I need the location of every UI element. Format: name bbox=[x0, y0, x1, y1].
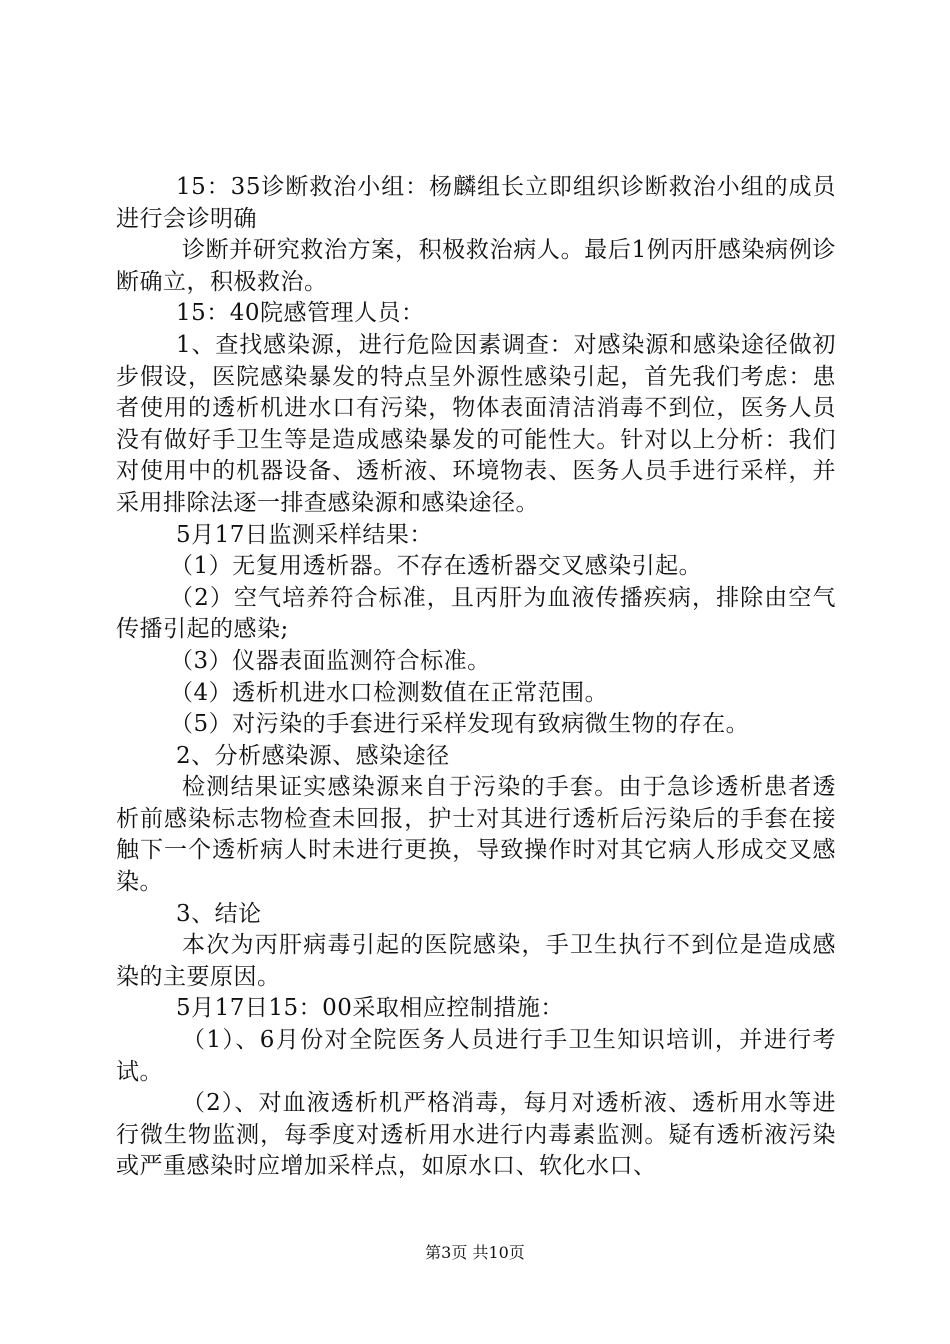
paragraph-analysis-heading: 2、分析感染源、感染途径 bbox=[176, 742, 450, 769]
list-item-result-2: （2）空气培养符合标准，且丙肝为血液传播疾病，排除由空气传播引起的感染; bbox=[116, 584, 836, 643]
paragraph-source-investigation: 1、查找感染源，进行危险因素调查：对感染源和感染途径做初步假设，医院感染暴发的特点呈外源性感染引起，首先我们考虑：患者使用的透析机进水口有污染，物体表面清洁消毒不到位，医务人员没有做好手卫生等是造成感染暴发的可能性大。针对以上分析：我们对使用中的机器设备、透析液、环境物表、医务人员手进行采样，并采用排除法逐一排查感染源和感染途径。 bbox=[116, 331, 836, 516]
paragraph-analysis-body: 检测结果证实感染源来自于污染的手套。由于急诊透析患者透析前感染标志物检查未回报，护士对其进行透析后污染后的手套在接触下一个透析病人时未进行更换，导致操作时对其它病人形成交叉感染。 bbox=[116, 774, 836, 896]
paragraph-conclusion-body: 本次为丙肝病毒引起的医院感染，手卫生执行不到位是造成感染的主要原因。 bbox=[116, 932, 836, 990]
list-item-result-1: （1）无复用透析器。不存在透析器交叉感染引起。 bbox=[170, 553, 703, 580]
paragraph-conclusion-heading: 3、结论 bbox=[176, 900, 262, 927]
page-number-label: 第3页 共10页 bbox=[425, 1243, 525, 1262]
paragraph-infection-staff: 15：40院感管理人员： bbox=[176, 300, 425, 327]
paragraph-sampling-results-heading: 5月17日监测采样结果： bbox=[176, 521, 433, 548]
document-body bbox=[116, 172, 836, 1183]
paragraph-diagnosis-team: 15：35诊断救治小组：杨麟组长立即组织诊断救治小组的成员进行会诊明确 bbox=[116, 174, 836, 232]
list-item-measure-1: （1）、6月份对全院医务人员进行手卫生知识培训，并进行考试。 bbox=[116, 1027, 836, 1085]
paragraph-diagnosis-plan: 诊断并研究救治方案，积极救治病人。最后1例丙肝感染病例诊断确立，积极救治。 bbox=[116, 237, 836, 295]
paragraph-control-measures-heading: 5月17日15：00采取相应控制措施： bbox=[176, 995, 564, 1022]
list-item-result-5: （5）对污染的手套进行采样发现有致病微生物的存在。 bbox=[170, 711, 750, 738]
list-item-result-4: （4）透析机进水口检测数值在正常范围。 bbox=[170, 679, 609, 706]
list-item-result-3: （3）仪器表面监测符合标准。 bbox=[170, 647, 491, 674]
list-item-measure-2: （2）、对血液透析机严格消毒，每月对透析液、透析用水等进行微生物监测，每季度对透析用水进行内毒素监测。疑有透析液污染或严重感染时应增加采样点，如原水口、软化水口、 bbox=[116, 1090, 836, 1180]
page-footer bbox=[0, 1243, 950, 1263]
